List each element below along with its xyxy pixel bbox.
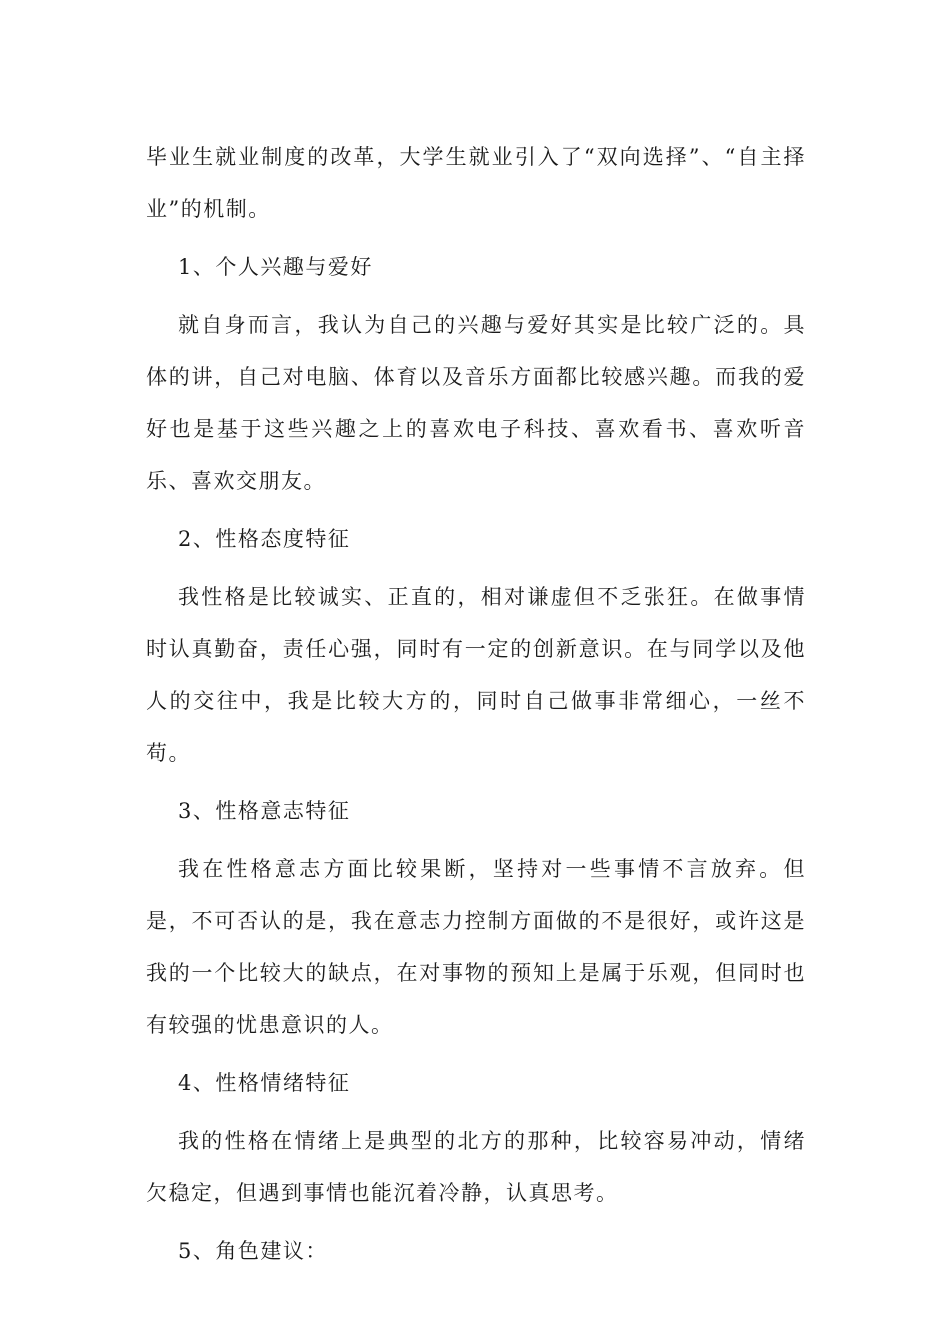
paragraph-interests: 就自身而言，我认为自己的兴趣与爱好其实是比较广泛的。具体的讲，自己对电脑、体育以及音乐方面都比较感兴趣。而我的爱好也是基于这些兴趣之上的喜欢电子科技、喜欢看书、喜欢听音乐、喜欢交朋友。 (146, 313, 806, 493)
paragraph-will: 我在性格意志方面比较果断，坚持对一些事情不言放弃。但是，不可否认的是，我在意志力控制方面做的不是很好，或许这是我的一个比较大的缺点，在对事物的预知上是属于乐观，但同时也有较强的忧患意识的人。 (146, 857, 806, 1037)
section-heading-interests: 1、个人兴趣与爱好 (178, 255, 373, 279)
document-body (146, 131, 806, 1283)
section-heading-will: 3、性格意志特征 (178, 799, 351, 823)
section-heading-attitude: 2、性格态度特征 (178, 527, 351, 551)
paragraph-intro: 毕业生就业制度的改革，大学生就业引入了“双向选择”、“自主择业”的机制。 (146, 145, 806, 221)
section-heading-emotion: 4、性格情绪特征 (178, 1071, 351, 1095)
paragraph-attitude: 我性格是比较诚实、正直的，相对谦虚但不乏张狂。在做事情时认真勤奋，责任心强，同时有一定的创新意识。在与同学以及他人的交往中，我是比较大方的，同时自己做事非常细心，一丝不苟。 (146, 585, 806, 765)
section-heading-role: 5、角色建议： (178, 1239, 328, 1263)
paragraph-emotion: 我的性格在情绪上是典型的北方的那种，比较容易冲动，情绪欠稳定，但遇到事情也能沉着冷静，认真思考。 (146, 1129, 806, 1205)
